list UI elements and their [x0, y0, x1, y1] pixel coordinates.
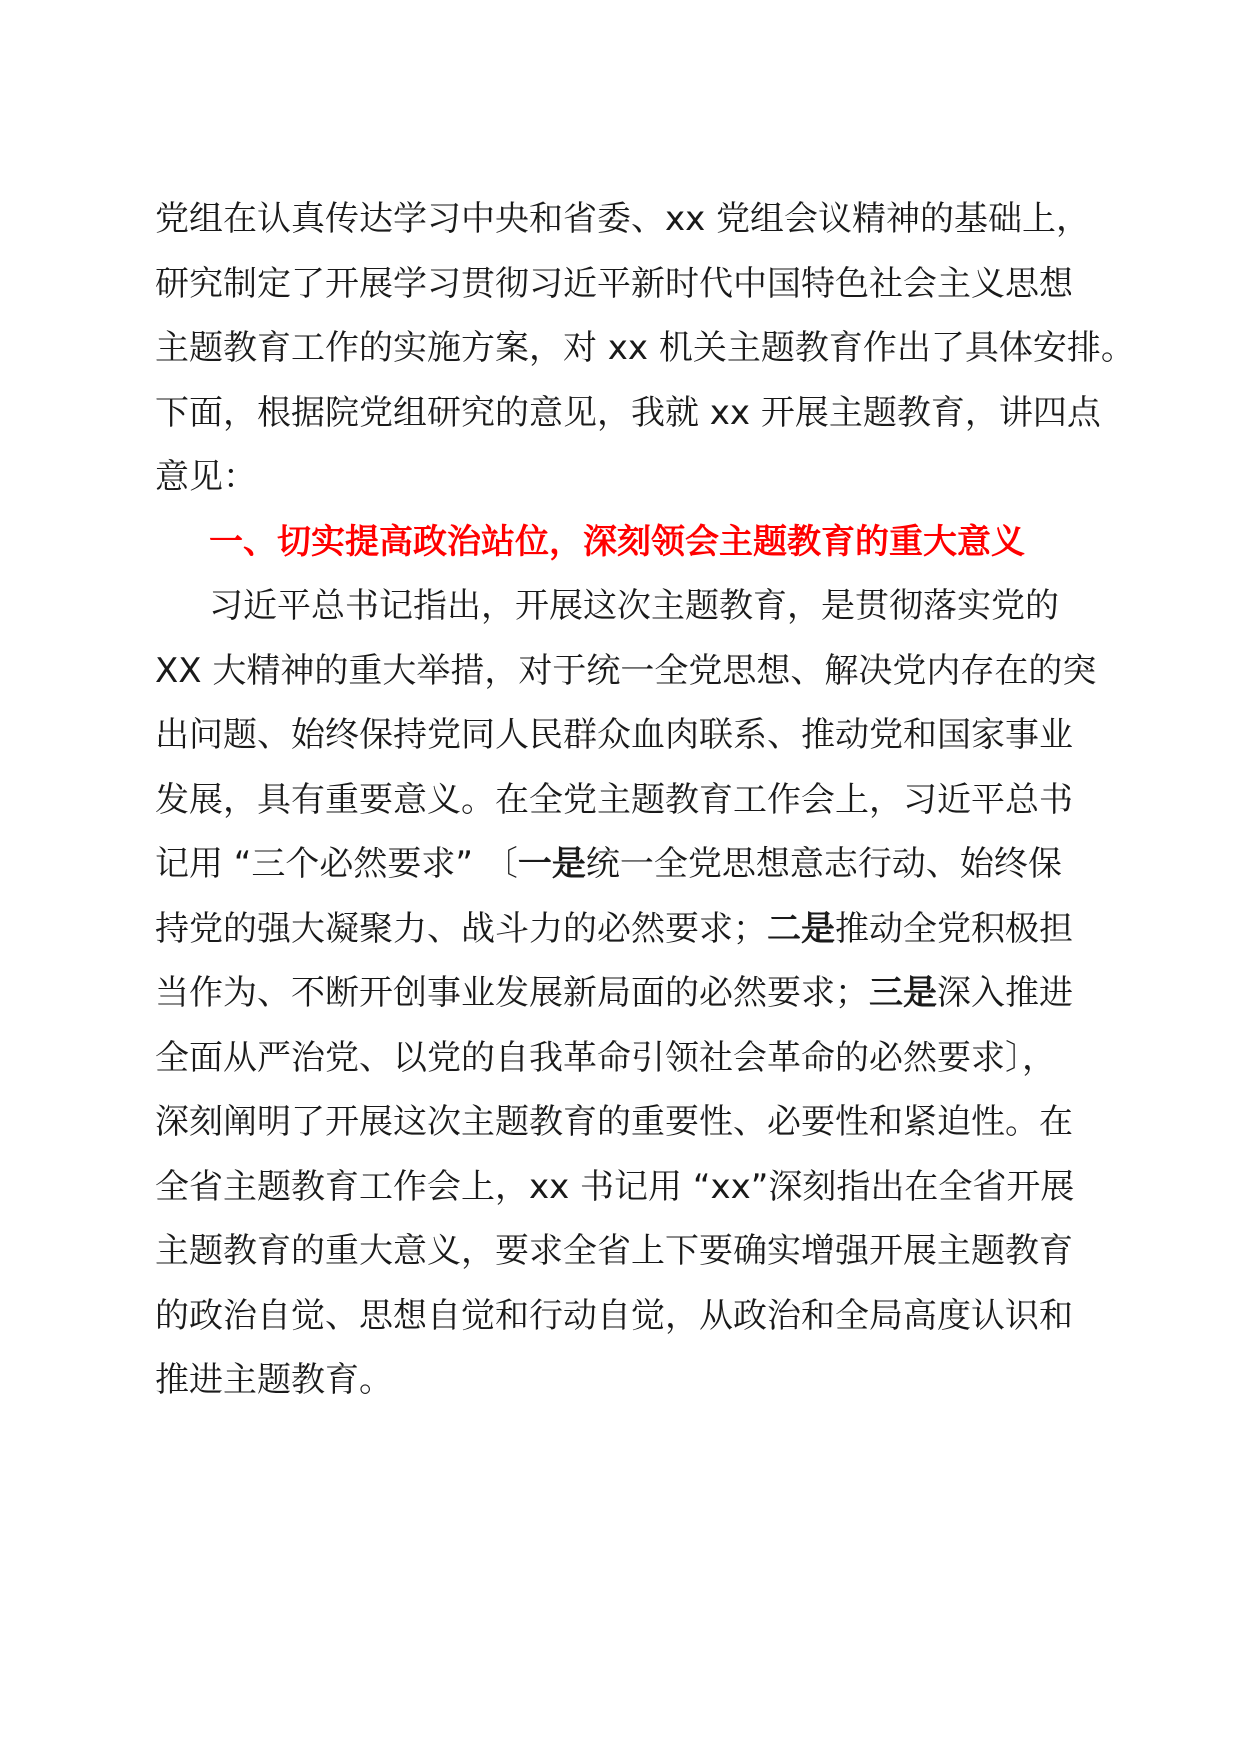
- emphasis-text: 一是: [517, 844, 586, 884]
- paragraph-body: [155, 574, 1105, 1413]
- text-line: [155, 961, 1105, 1026]
- text-line: 的政治自觉、思想自觉和行动自觉，从政治和全局高度认识和: [155, 1295, 1073, 1336]
- text-line: 深刻阐明了开展这次主题教育的重要性、必要性和紧迫性。在: [155, 1102, 1073, 1142]
- text-line: 推进主题教育。: [155, 1360, 393, 1400]
- emphasis-text: 三是: [869, 973, 937, 1013]
- text-line: XX 大精神的重大举措，对于统一全党思想、解决党内存在的突: [155, 650, 1097, 691]
- text-run: 当作为、不断开创事业发展新局面的必然要求；: [155, 973, 869, 1013]
- text-line: 发展，具有重要意义。在全党主题教育工作会上，习近平总书: [155, 779, 1073, 820]
- text-run: 持党的强大凝聚力、战斗力的必然要求；: [155, 908, 767, 949]
- text-line: [155, 897, 1105, 962]
- text-line: [155, 832, 1105, 897]
- emphasis-text: 二是: [767, 908, 835, 949]
- section-heading: 一、切实提高政治站位，深刻领会主题教育的重大意义: [209, 521, 1025, 562]
- text-line: 主题教育工作的实施方案，对 xx 机关主题教育作出了具体安排。: [155, 328, 1135, 368]
- text-line: 习近平总书记指出，开展这次主题教育，是贯彻落实党的: [209, 586, 1059, 626]
- text-line: 研究制定了开展学习贯彻习近平新时代中国特色社会主义思想: [155, 263, 1073, 304]
- paragraph-intro: [155, 187, 1135, 510]
- text-run: 深入推进: [937, 973, 1073, 1013]
- document-body: [155, 187, 1135, 1413]
- text-line: 主题教育的重大意义，要求全省上下要确实增强开展主题教育: [155, 1231, 1073, 1271]
- text-line: 全面从严治党、以党的自我革命引领社会革命的必然要求〕，: [155, 1037, 1056, 1078]
- text-line: 党组在认真传达学习中央和省委、xx 党组会议精神的基础上，: [155, 199, 1091, 239]
- text-line: 意见：: [155, 457, 257, 497]
- text-line: 全省主题教育工作会上，xx 书记用 “xx”深刻指出在全省开展: [155, 1166, 1075, 1207]
- text-line: 下面，根据院党组研究的意见，我就 xx 开展主题教育，讲四点: [155, 392, 1101, 433]
- text-run: 记用 “三个必然要求” 〔: [155, 844, 518, 884]
- text-line: 出问题、始终保持党同人民群众血肉联系、推动党和国家事业: [155, 715, 1073, 755]
- text-run: 推动全党积极担: [835, 908, 1073, 949]
- text-run: 统一全党思想意志行动、始终保: [585, 844, 1062, 884]
